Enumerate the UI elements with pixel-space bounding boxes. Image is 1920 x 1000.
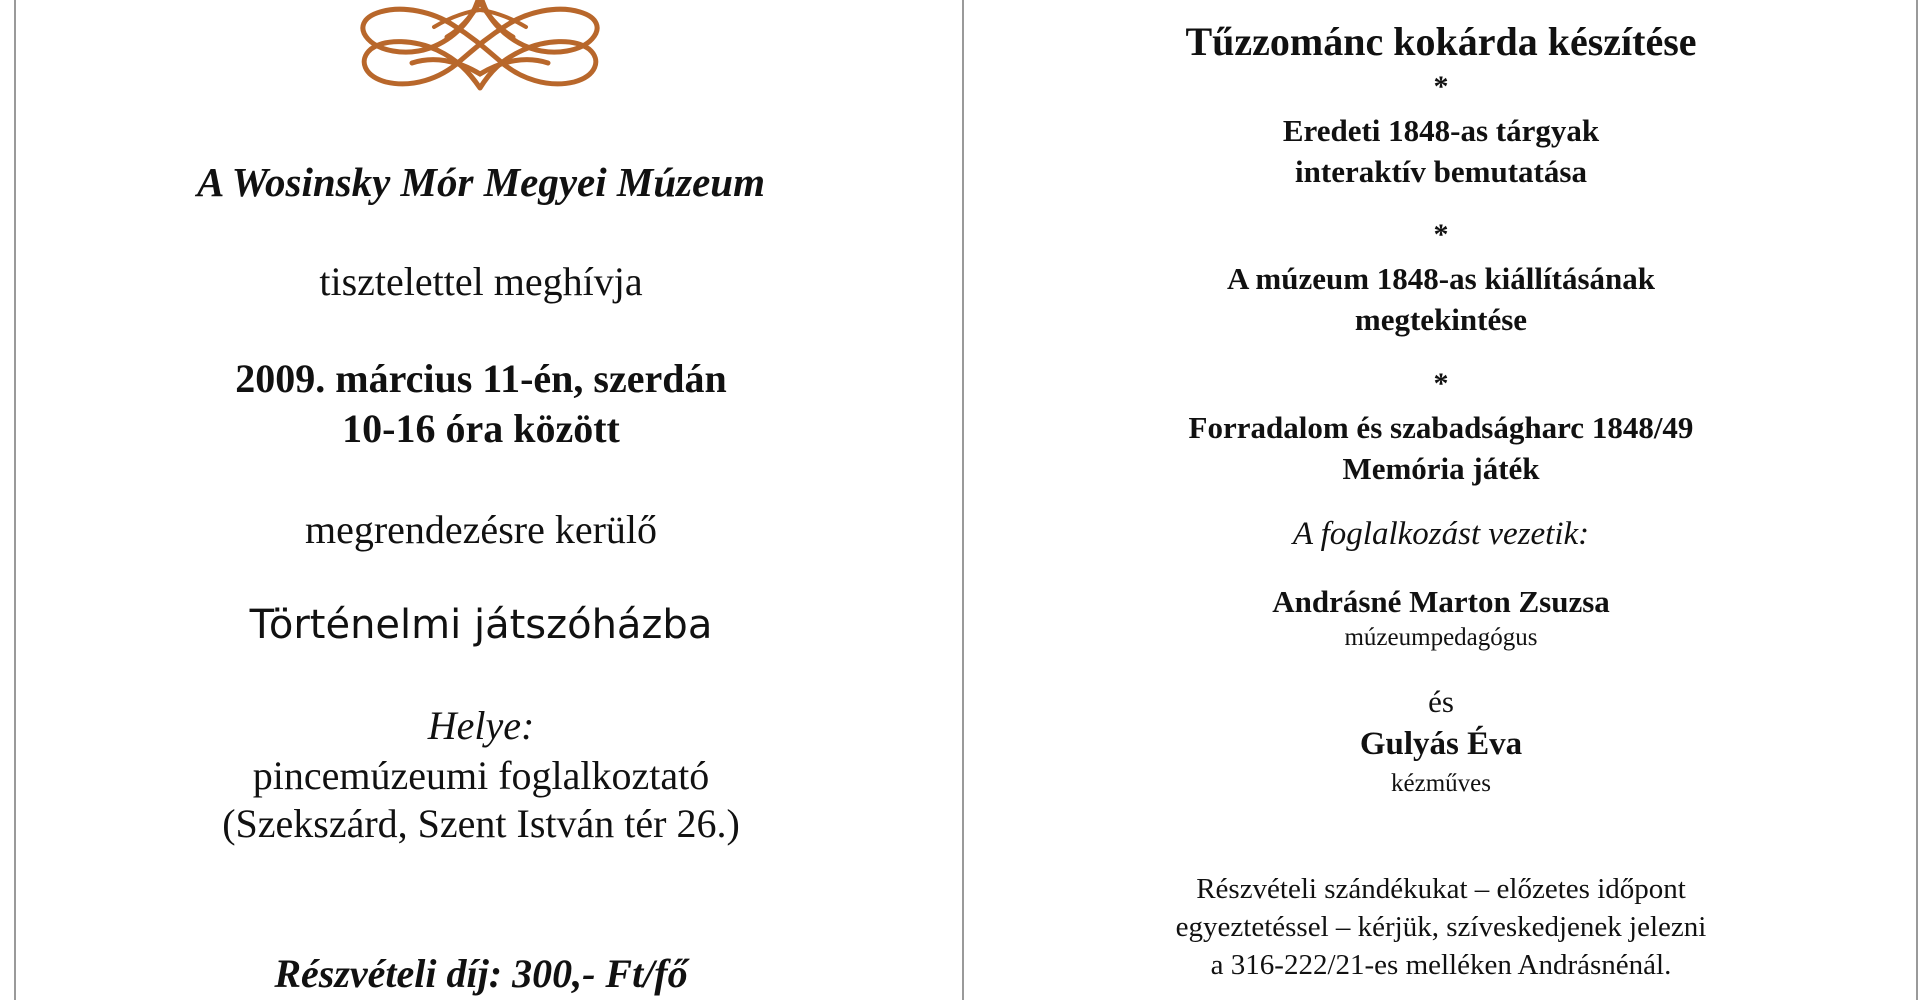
invite-line: tisztelettel meghívja bbox=[319, 259, 643, 304]
activity-item bbox=[962, 110, 1920, 192]
event-title: Történelmi játszóházba bbox=[249, 602, 713, 648]
activity-line: interaktív bemutatása bbox=[1295, 154, 1587, 189]
leader-role: múzeumpedagógus bbox=[1344, 624, 1538, 651]
separator-star: * bbox=[1433, 70, 1449, 103]
event-intro: megrendezésre kerülő bbox=[304, 507, 658, 552]
place-label: Helye: bbox=[427, 703, 535, 748]
event-date-time bbox=[0, 354, 962, 454]
activity-item bbox=[962, 258, 1920, 340]
activity-line: Eredeti 1848-as tárgyak bbox=[1282, 113, 1600, 148]
leader-conjunction: és bbox=[1428, 684, 1454, 719]
place-line-address: (Szekszárd, Szent István tér 26.) bbox=[222, 801, 740, 846]
leaders-label: A foglalkozást vezetik: bbox=[1292, 516, 1590, 552]
activity-line: megtekintése bbox=[1354, 302, 1528, 337]
registration-notice bbox=[962, 870, 1920, 984]
notice-line: egyeztetéssel – kérjük, szíveskedjenek jelezni bbox=[1175, 911, 1707, 943]
separator-star: * bbox=[1433, 218, 1449, 251]
leader-name: Andrásné Marton Zsuzsa bbox=[1272, 584, 1610, 619]
notice-line: a 316-222/21-es melléken Andrásnénál. bbox=[1210, 949, 1672, 981]
activity-line: Memória játék bbox=[1342, 451, 1540, 486]
notice-line: Részvételi szándékukat – előzetes időpont bbox=[1196, 873, 1686, 905]
ornament-logo-icon bbox=[350, 0, 610, 112]
activity-line: A múzeum 1848-as kiállításának bbox=[1226, 261, 1656, 296]
event-date-line: 2009. március 11-én, szerdán bbox=[235, 356, 727, 401]
leader-role: kézműves bbox=[1391, 770, 1491, 797]
invitation-right-panel bbox=[962, 0, 1920, 1000]
place-line-venue: pincemúzeumi foglalkoztató bbox=[252, 753, 710, 798]
separator-star: * bbox=[1433, 367, 1449, 400]
event-time-line: 10-16 óra között bbox=[342, 406, 620, 451]
activity-title: Tűzzománc kokárda készítése bbox=[1185, 19, 1697, 64]
museum-name: A Wosinsky Mór Megyei Múzeum bbox=[196, 159, 765, 205]
leader-name: Gulyás Éva bbox=[1359, 726, 1523, 762]
activity-item bbox=[962, 407, 1920, 489]
activity-line: Forradalom és szabadságharc 1848/49 bbox=[1188, 410, 1694, 445]
participation-fee: Részvételi díj: 300,- Ft/fő bbox=[274, 951, 688, 996]
